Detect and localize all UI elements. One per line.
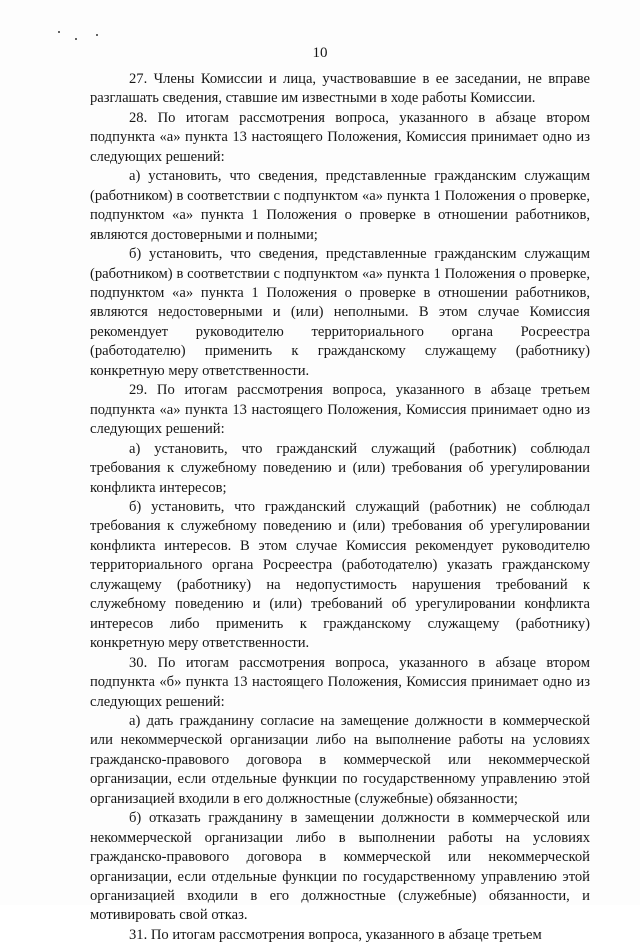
paragraph-27: 27. Члены Комиссии и лица, участвовавшие в ее заседании, не вправе разглашать сведения, ставшие им известными в ходе работы Комиссии. <box>90 71 590 107</box>
paragraph-28: 28. По итогам рассмотрения вопроса, указанного в абзаце втором подпункта «а» пункта 13 настоящего Положения, Комиссия принимает одно из следующих решений: <box>90 109 590 165</box>
document-body <box>90 70 590 945</box>
paragraph-29-a: а) установить, что гражданский служащий (работник) соблюдал требования к служебному поведению и (или) требования об урегулировании конфликта интересов; <box>90 440 590 496</box>
page-number: 10 <box>312 45 328 61</box>
scan-speck <box>58 31 60 33</box>
scan-speck <box>75 38 77 40</box>
paragraph-28-a: а) установить, что сведения, представленные гражданским служащим (работником) в соответствии с подпунктом «а» пункта 1 Положения о проверке, подпунктом «а» пункта 1 Положения о проверке в отношении работников, являются достоверными и полными; <box>90 168 590 243</box>
paragraph-30: 30. По итогам рассмотрения вопроса, указанного в абзаце втором подпункта «б» пункта 13 настоящего Положения, Комиссия принимает одно из следующих решений: <box>90 654 590 710</box>
paragraph-30-a: а) дать гражданину согласие на замещение должности в коммерческой или некоммерческой организации либо на выполнение работы на условиях гражданско-правового договора в коммерческой или некоммерческой организации, если отдельные функции по государственному управлению этой организацией входили в его должностные (служебные) обязанности; <box>90 712 590 807</box>
paragraph-30-b: б) отказать гражданину в замещении должности в коммерческой или некоммерческой организации либо в выполнении работы на условиях гражданско-правового договора в коммерческой или некоммерческой организации, если отдельные функции по государственному управлению этой организацией входили в его должностные (служебные) обязанности, и мотивировать свой отказ. <box>90 810 590 924</box>
paragraph-31: 31. По итогам рассмотрения вопроса, указанного в абзаце третьем <box>129 926 542 943</box>
paragraph-28-b: б) установить, что сведения, представленные гражданским служащим (работником) в соответствии с подпунктом «а» пункта 1 Положения о проверке, подпунктом «а» пункта 1 Положения о проверке в отношении работников, являются недостоверными и (или) неполными. В этом случае Комиссия рекомендует руководителю территориального органа Росреестра (работодателю) применить к гражданскому служащему (работнику) конкретную меру ответственности. <box>90 246 590 379</box>
paragraph-29: 29. По итогам рассмотрения вопроса, указанного в абзаце третьем подпункта «а» пункта 13 настоящего Положения, Комиссия принимает одно из следующих решений: <box>90 382 590 438</box>
scan-speck <box>96 34 98 36</box>
paragraph-29-b: б) установить, что гражданский служащий (работник) не соблюдал требования к служебному поведению и (или) требования об урегулировании конфликта интересов. В этом случае Комиссия рекомендует руководителю территориального органа Росреестра (работодателю) указать гражданскому служащему (работнику) на недопустимость нарушения требований к служебному поведению и (или) требований об урегулировании конфликта интересов либо применить к гражданскому служащему (работнику) конкретную меру ответственности. <box>90 498 590 652</box>
